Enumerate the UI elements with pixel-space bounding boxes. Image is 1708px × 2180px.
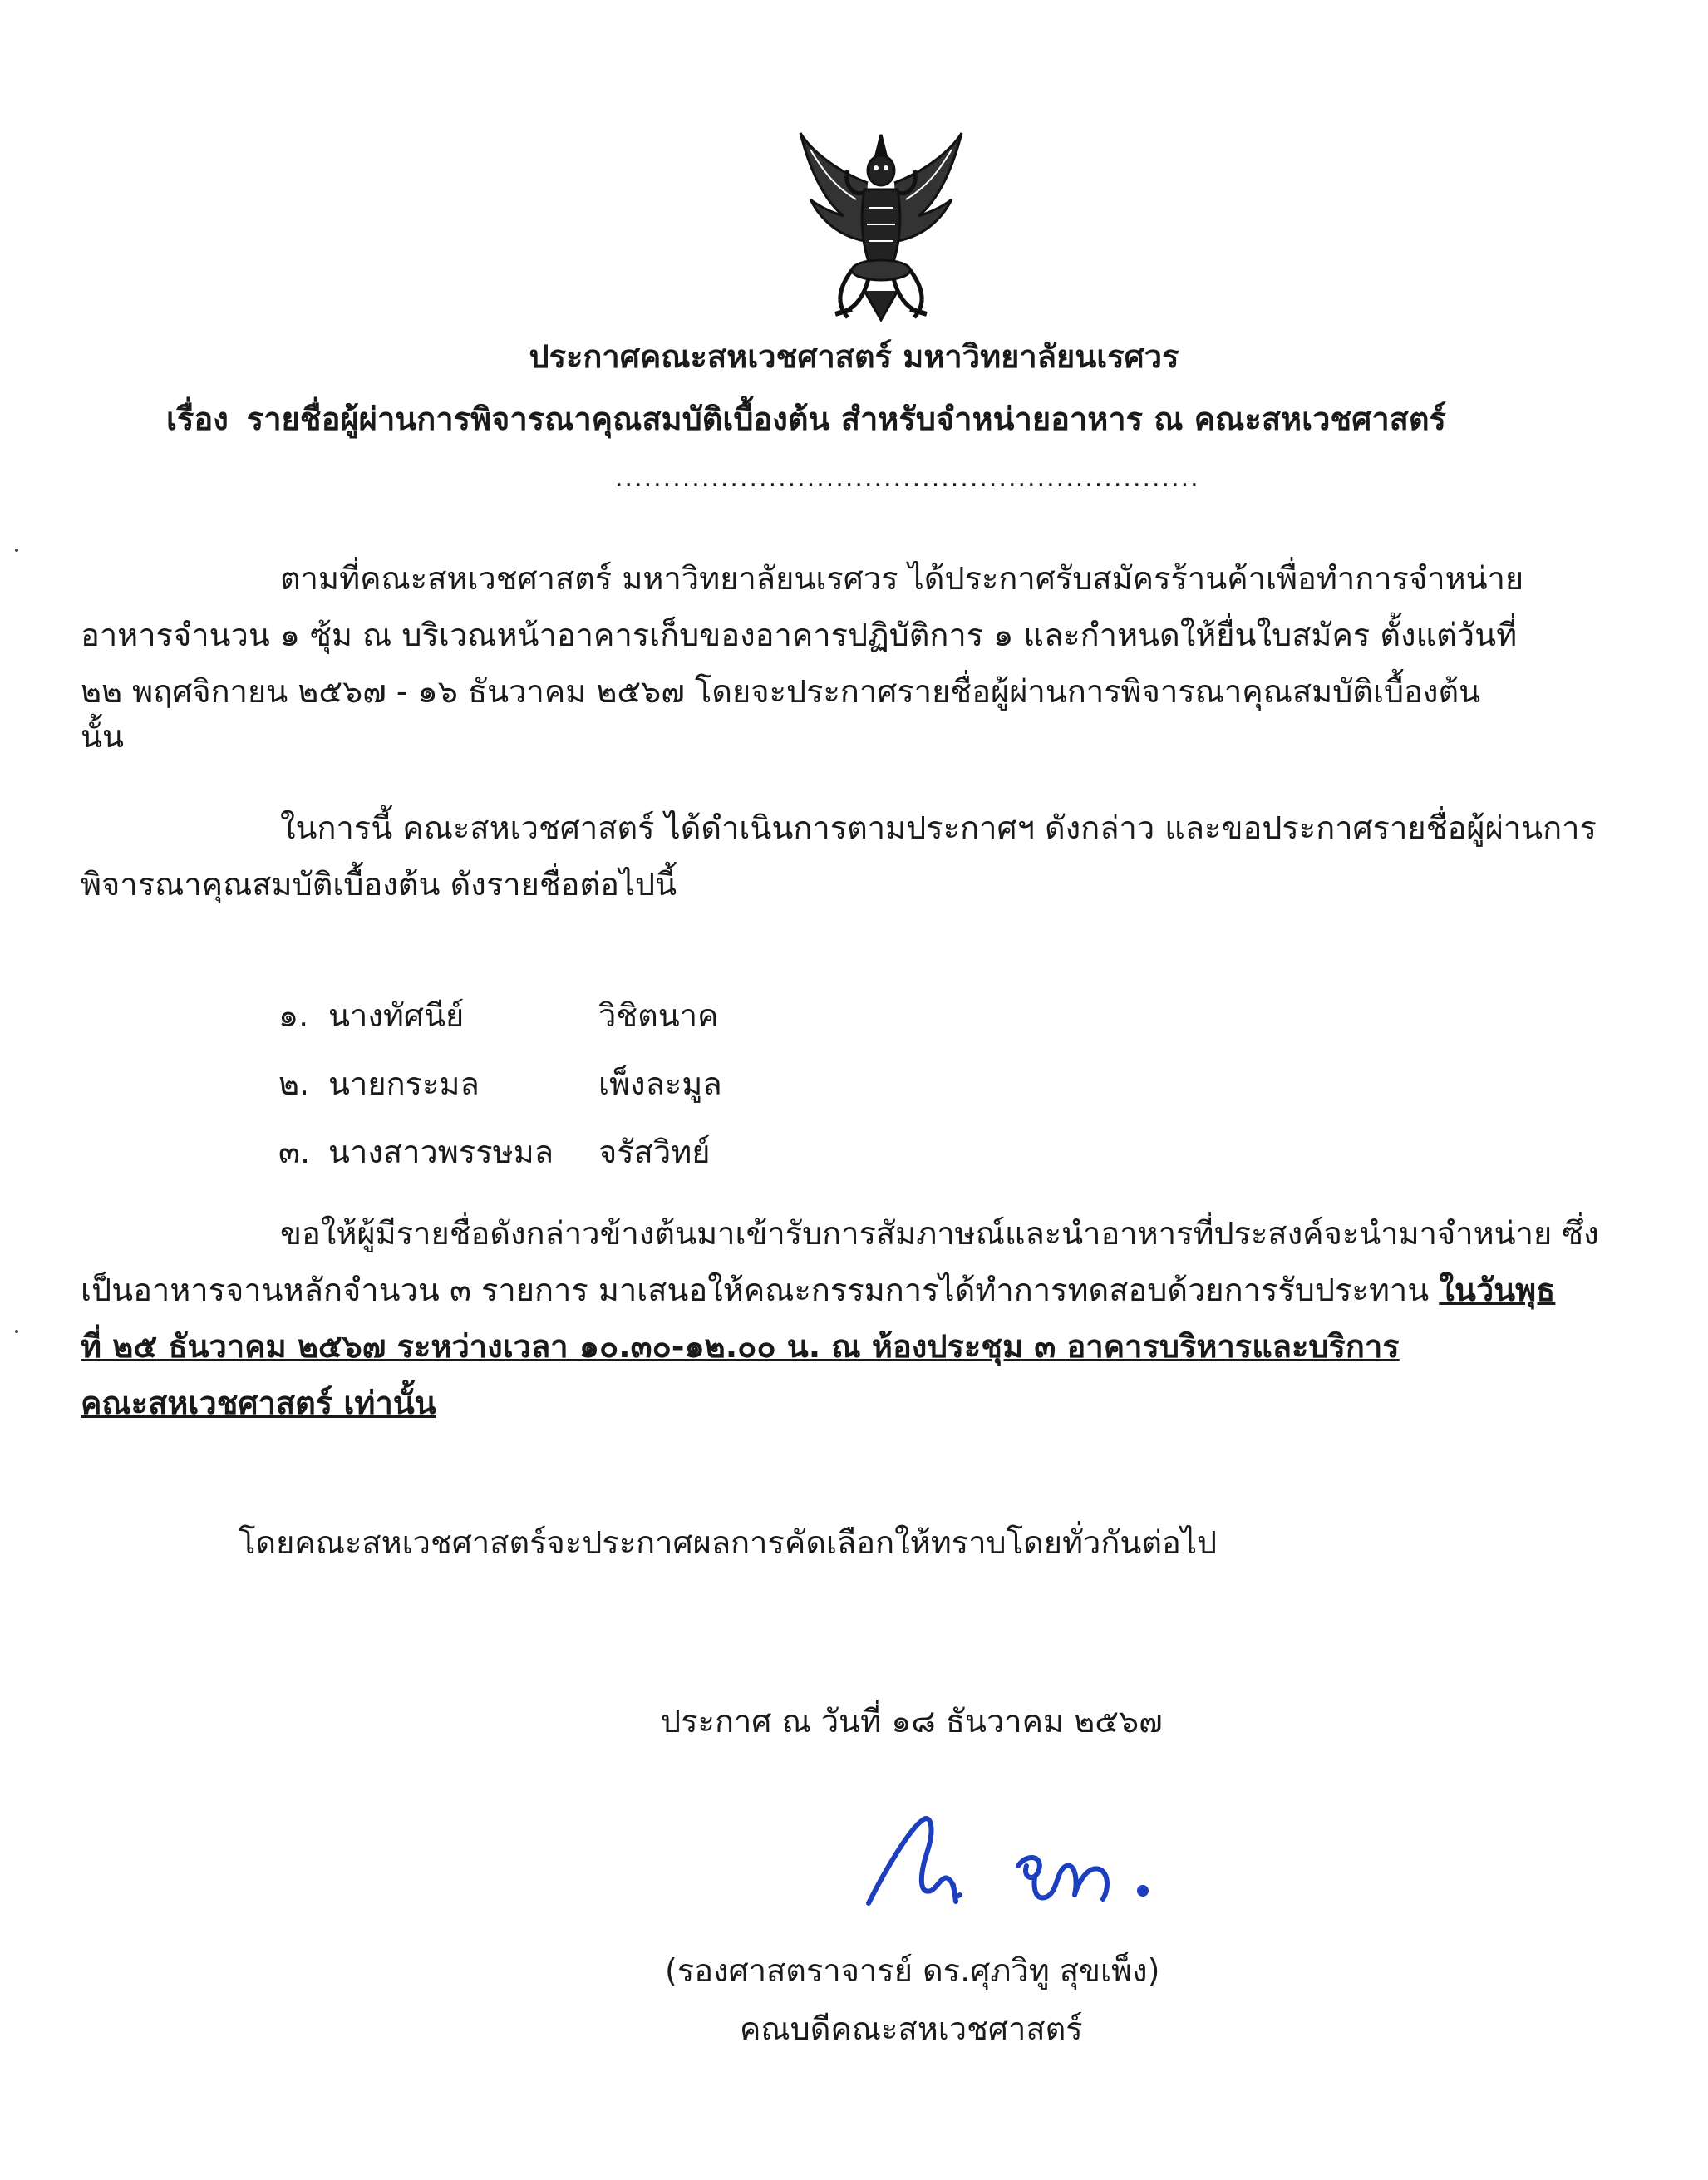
list-item: [278, 1049, 722, 1117]
paragraph-line: อาหารจำนวน ๑ ซุ้ม ณ บริเวณหน้าอาคารเก็บของอาคารปฏิบัติการ ๑ และกำหนดให้ยื่นใบสมัคร ตั้งแต่วันที่: [81, 617, 1518, 653]
scan-speck: [15, 549, 18, 552]
interview-time-place: ที่ ๒๕ ธันวาคม ๒๕๖๗ ระหว่างเวลา ๑๐.๓๐-๑๒.๐๐ น. ณ ห้องประชุม ๓ อาคารบริหารและบริการ: [81, 1328, 1400, 1365]
paragraph-line: พิจารณาคุณสมบัติเบื้องต้น ดังรายชื่อต่อไปนี้: [81, 866, 677, 903]
paragraph-interview: [81, 1205, 1660, 1431]
paragraph-announcement: [81, 800, 1660, 913]
handwritten-signature: [860, 1804, 1159, 1928]
interview-faculty: คณะสหเวชศาสตร์ เท่านั้น: [81, 1385, 436, 1421]
subject-label: เรื่อง: [166, 401, 229, 437]
candidate-first-name: นางสาวพรรษมล: [328, 1133, 554, 1170]
signatory-title: คณบดีคณะสหเวชศาสตร์: [740, 2010, 1083, 2047]
announcement-title: ประกาศคณะสหเวชศาสตร์ มหาวิทยาลัยนเรศวร: [529, 338, 1179, 375]
paragraph-line: [81, 1262, 1660, 1318]
candidate-last-name: วิชิตนาค: [598, 997, 719, 1034]
paragraph-line: ในการนี้ คณะสหเวชศาสตร์ ได้ดำเนินการตามประกาศฯ ดังกล่าว และขอประกาศรายชื่อผู้ผ่านการ: [280, 810, 1597, 846]
paragraph-closing: โดยคณะสหเวชศาสตร์จะประกาศผลการคัดเลือกให้ทราบโดยทั่วกันต่อไป: [239, 1524, 1218, 1561]
candidate-list: [278, 981, 722, 1185]
paragraph-text: เป็นอาหารจานหลักจำนวน ๓ รายการ มาเสนอให้คณะกรรมการได้ทำการทดสอบด้วยการรับประทาน: [81, 1272, 1440, 1308]
interview-date-highlight: ในวันพุธ: [1439, 1272, 1556, 1308]
candidate-number: ๓.: [278, 1133, 311, 1170]
paragraph-line: ตามที่คณะสหเวชศาสตร์ มหาวิทยาลัยนเรศวร ได้ประกาศรับสมัครร้านค้าเพื่อทำการจำหน่าย: [280, 560, 1524, 597]
signatory-name: (รองศาสตราจารย์ ดร.ศุภวิทู สุขเพ็ง): [665, 1952, 1160, 1989]
candidate-number: ๒.: [278, 1065, 310, 1102]
scan-speck: [15, 1330, 18, 1333]
candidate-first-name: นายกระมล: [328, 1065, 480, 1102]
announcement-date: ประกาศ ณ วันที่ ๑๘ ธันวาคม ๒๕๖๗: [661, 1703, 1163, 1740]
candidate-last-name: จรัสวิทย์: [598, 1133, 711, 1170]
paragraph-line: ๒๒ พฤศจิกายน ๒๕๖๗ - ๑๖ ธันวาคม ๒๕๖๗ โดยจะประกาศรายชื่อผู้ผ่านการพิจารณาคุณสมบัติเบื้องต้น: [81, 673, 1481, 710]
announcement-subject: [166, 393, 1446, 444]
subject-text: รายชื่อผู้ผ่านการพิจารณาคุณสมบัติเบื้องต้น สำหรับจำหน่ายอาหาร ณ คณะสหเวชศาสตร์: [246, 401, 1446, 437]
list-item: [278, 981, 722, 1049]
separator-dots: .............................................................: [615, 464, 1200, 493]
paragraph-line: ขอให้ผู้มีรายชื่อดังกล่าวข้างต้นมาเข้ารับการสัมภาษณ์และนำอาหารที่ประสงค์จะนำมาจำหน่าย ซึ่ง: [280, 1215, 1599, 1252]
paragraph-line: นั้น: [81, 718, 124, 755]
candidate-first-name: นางทัศนีย์: [328, 997, 465, 1034]
garuda-emblem-icon: [785, 125, 977, 324]
paragraph-intro: [81, 550, 1660, 753]
list-item: [278, 1117, 722, 1185]
candidate-number: ๑.: [278, 997, 309, 1034]
candidate-last-name: เพ็งละมูล: [598, 1065, 722, 1102]
